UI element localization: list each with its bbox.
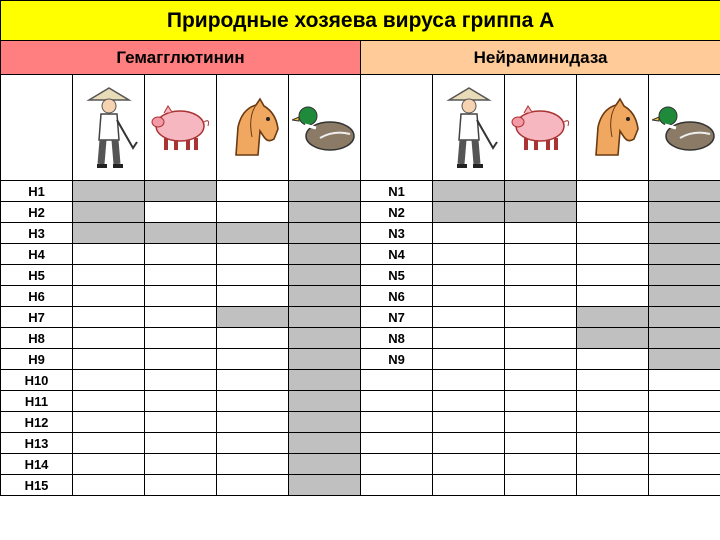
neuraminidase-pig-cell	[505, 412, 577, 433]
neuraminidase-duck-cell	[649, 328, 720, 349]
blank-cell	[1, 75, 73, 181]
hemagglutinin-pig-cell	[145, 454, 217, 475]
neuraminidase-human-cell	[433, 223, 505, 244]
hemagglutinin-subtype-label: H13	[1, 433, 73, 454]
neuraminidase-human-cell	[433, 475, 505, 496]
neuraminidase-subtype-label	[361, 391, 433, 412]
hemagglutinin-human-cell	[73, 412, 145, 433]
table-row	[1, 244, 720, 265]
hemagglutinin-duck-cell	[289, 265, 361, 286]
human-host-cell	[433, 75, 505, 181]
table-row	[1, 433, 720, 454]
table-row	[1, 181, 720, 202]
neuraminidase-horse-cell	[577, 328, 649, 349]
table-row	[1, 265, 720, 286]
hemagglutinin-human-cell	[73, 475, 145, 496]
human-icon	[73, 82, 144, 174]
hemagglutinin-horse-cell	[217, 265, 289, 286]
hemagglutinin-horse-cell	[217, 223, 289, 244]
neuraminidase-pig-cell	[505, 181, 577, 202]
horse-icon	[217, 97, 288, 159]
hemagglutinin-horse-cell	[217, 181, 289, 202]
table-row	[1, 223, 720, 244]
pig-icon	[145, 98, 216, 158]
host-pictures-row	[1, 75, 720, 181]
hemagglutinin-pig-cell	[145, 328, 217, 349]
neuraminidase-duck-cell	[649, 265, 720, 286]
neuraminidase-pig-cell	[505, 286, 577, 307]
human-host-cell	[73, 75, 145, 181]
table-row	[1, 475, 720, 496]
neuraminidase-human-cell	[433, 391, 505, 412]
neuraminidase-horse-cell	[577, 181, 649, 202]
table-row	[1, 412, 720, 433]
neuraminidase-pig-cell	[505, 454, 577, 475]
hemagglutinin-duck-cell	[289, 307, 361, 328]
neuraminidase-human-cell	[433, 286, 505, 307]
neuraminidase-duck-cell	[649, 223, 720, 244]
neuraminidase-human-cell	[433, 181, 505, 202]
horse-host-cell	[577, 75, 649, 181]
neuraminidase-horse-cell	[577, 454, 649, 475]
hemagglutinin-subtype-label: H11	[1, 391, 73, 412]
hemagglutinin-subtype-label: H14	[1, 454, 73, 475]
hemagglutinin-human-cell	[73, 370, 145, 391]
neuraminidase-subtype-label	[361, 433, 433, 454]
neuraminidase-subtype-label	[361, 475, 433, 496]
table-row	[1, 454, 720, 475]
pig-host-cell	[505, 75, 577, 181]
hemagglutinin-pig-cell	[145, 202, 217, 223]
hemagglutinin-human-cell	[73, 223, 145, 244]
duck-icon	[649, 100, 720, 156]
table-row	[1, 370, 720, 391]
hemagglutinin-pig-cell	[145, 475, 217, 496]
hemagglutinin-subtype-label: H4	[1, 244, 73, 265]
hemagglutinin-horse-cell	[217, 391, 289, 412]
neuraminidase-duck-cell	[649, 244, 720, 265]
hemagglutinin-duck-cell	[289, 433, 361, 454]
hemagglutinin-subtype-label: H1	[1, 181, 73, 202]
neuraminidase-pig-cell	[505, 202, 577, 223]
hemagglutinin-horse-cell	[217, 454, 289, 475]
neuraminidase-subtype-label: N2	[361, 202, 433, 223]
hemagglutinin-horse-cell	[217, 244, 289, 265]
hemagglutinin-subtype-label: H3	[1, 223, 73, 244]
hemagglutinin-human-cell	[73, 391, 145, 412]
neuraminidase-horse-cell	[577, 286, 649, 307]
neuraminidase-subtype-label: N3	[361, 223, 433, 244]
neuraminidase-duck-cell	[649, 202, 720, 223]
hemagglutinin-pig-cell	[145, 391, 217, 412]
neuraminidase-human-cell	[433, 328, 505, 349]
hemagglutinin-duck-cell	[289, 223, 361, 244]
hemagglutinin-duck-cell	[289, 202, 361, 223]
neuraminidase-horse-cell	[577, 202, 649, 223]
neuraminidase-horse-cell	[577, 391, 649, 412]
hemagglutinin-human-cell	[73, 286, 145, 307]
neuraminidase-horse-cell	[577, 475, 649, 496]
neuraminidase-duck-cell	[649, 475, 720, 496]
hemagglutinin-horse-cell	[217, 202, 289, 223]
hemagglutinin-duck-cell	[289, 349, 361, 370]
neuraminidase-pig-cell	[505, 433, 577, 454]
neuraminidase-subtype-label: N4	[361, 244, 433, 265]
hemagglutinin-pig-cell	[145, 265, 217, 286]
hemagglutinin-horse-cell	[217, 433, 289, 454]
neuraminidase-subtype-label: N6	[361, 286, 433, 307]
neuraminidase-duck-cell	[649, 454, 720, 475]
table-row	[1, 286, 720, 307]
table-row	[1, 391, 720, 412]
hemagglutinin-horse-cell	[217, 307, 289, 328]
neuraminidase-pig-cell	[505, 244, 577, 265]
neuraminidase-subtype-label: N7	[361, 307, 433, 328]
hemagglutinin-subtype-label: H12	[1, 412, 73, 433]
neuraminidase-duck-cell	[649, 412, 720, 433]
neuraminidase-duck-cell	[649, 181, 720, 202]
hemagglutinin-human-cell	[73, 307, 145, 328]
hemagglutinin-pig-cell	[145, 412, 217, 433]
neuraminidase-horse-cell	[577, 412, 649, 433]
table-row	[1, 328, 720, 349]
hemagglutinin-pig-cell	[145, 307, 217, 328]
blank-cell	[361, 75, 433, 181]
neuraminidase-subtype-label: N9	[361, 349, 433, 370]
neuraminidase-pig-cell	[505, 349, 577, 370]
hemagglutinin-horse-cell	[217, 412, 289, 433]
neuraminidase-pig-cell	[505, 328, 577, 349]
hemagglutinin-horse-cell	[217, 349, 289, 370]
hemagglutinin-duck-cell	[289, 391, 361, 412]
hemagglutinin-pig-cell	[145, 433, 217, 454]
hemagglutinin-pig-cell	[145, 286, 217, 307]
neuraminidase-subtype-label: N5	[361, 265, 433, 286]
human-icon	[433, 82, 504, 174]
neuraminidase-human-cell	[433, 412, 505, 433]
neuraminidase-human-cell	[433, 307, 505, 328]
hemagglutinin-duck-cell	[289, 475, 361, 496]
neuraminidase-duck-cell	[649, 307, 720, 328]
neuraminidase-pig-cell	[505, 475, 577, 496]
neuraminidase-horse-cell	[577, 349, 649, 370]
hemagglutinin-human-cell	[73, 328, 145, 349]
neuraminidase-horse-cell	[577, 433, 649, 454]
hemagglutinin-horse-cell	[217, 475, 289, 496]
neuraminidase-duck-cell	[649, 286, 720, 307]
duck-icon	[289, 100, 360, 156]
hemagglutinin-human-cell	[73, 265, 145, 286]
neuraminidase-subtype-label: N1	[361, 181, 433, 202]
neuraminidase-horse-cell	[577, 307, 649, 328]
neuraminidase-duck-cell	[649, 391, 720, 412]
hemagglutinin-duck-cell	[289, 370, 361, 391]
hemagglutinin-subtype-label: H8	[1, 328, 73, 349]
hemagglutinin-horse-cell	[217, 370, 289, 391]
page-title: Природные хозяева вируса гриппа А	[1, 1, 720, 41]
hemagglutinin-human-cell	[73, 433, 145, 454]
neuraminidase-human-cell	[433, 265, 505, 286]
hemagglutinin-pig-cell	[145, 370, 217, 391]
neuraminidase-horse-cell	[577, 265, 649, 286]
hemagglutinin-header: Гемагглютинин	[1, 41, 361, 75]
neuraminidase-human-cell	[433, 349, 505, 370]
horse-icon	[577, 97, 648, 159]
neuraminidase-duck-cell	[649, 349, 720, 370]
neuraminidase-pig-cell	[505, 223, 577, 244]
neuraminidase-human-cell	[433, 454, 505, 475]
hemagglutinin-subtype-label: H6	[1, 286, 73, 307]
neuraminidase-horse-cell	[577, 244, 649, 265]
hemagglutinin-subtype-label: H15	[1, 475, 73, 496]
neuraminidase-horse-cell	[577, 370, 649, 391]
neuraminidase-pig-cell	[505, 265, 577, 286]
hemagglutinin-horse-cell	[217, 286, 289, 307]
neuraminidase-human-cell	[433, 370, 505, 391]
neuraminidase-subtype-label	[361, 412, 433, 433]
hemagglutinin-human-cell	[73, 181, 145, 202]
hemagglutinin-duck-cell	[289, 181, 361, 202]
hemagglutinin-subtype-label: H9	[1, 349, 73, 370]
pig-icon	[505, 98, 576, 158]
horse-host-cell	[217, 75, 289, 181]
neuraminidase-header: Нейраминидаза	[361, 41, 720, 75]
pig-host-cell	[145, 75, 217, 181]
neuraminidase-pig-cell	[505, 307, 577, 328]
hemagglutinin-human-cell	[73, 202, 145, 223]
hemagglutinin-pig-cell	[145, 223, 217, 244]
duck-host-cell	[289, 75, 361, 181]
neuraminidase-human-cell	[433, 202, 505, 223]
table-row	[1, 202, 720, 223]
hemagglutinin-horse-cell	[217, 328, 289, 349]
neuraminidase-subtype-label	[361, 454, 433, 475]
hemagglutinin-pig-cell	[145, 181, 217, 202]
hemagglutinin-duck-cell	[289, 412, 361, 433]
hemagglutinin-pig-cell	[145, 244, 217, 265]
hemagglutinin-duck-cell	[289, 244, 361, 265]
hemagglutinin-pig-cell	[145, 349, 217, 370]
neuraminidase-human-cell	[433, 244, 505, 265]
neuraminidase-human-cell	[433, 433, 505, 454]
hemagglutinin-duck-cell	[289, 328, 361, 349]
hemagglutinin-duck-cell	[289, 286, 361, 307]
hemagglutinin-subtype-label: H10	[1, 370, 73, 391]
duck-host-cell	[649, 75, 720, 181]
neuraminidase-horse-cell	[577, 223, 649, 244]
neuraminidase-pig-cell	[505, 370, 577, 391]
neuraminidase-pig-cell	[505, 391, 577, 412]
neuraminidase-duck-cell	[649, 370, 720, 391]
hemagglutinin-human-cell	[73, 244, 145, 265]
table-row	[1, 349, 720, 370]
neuraminidase-subtype-label: N8	[361, 328, 433, 349]
table-row	[1, 307, 720, 328]
hemagglutinin-subtype-label: H7	[1, 307, 73, 328]
hemagglutinin-human-cell	[73, 349, 145, 370]
neuraminidase-subtype-label	[361, 370, 433, 391]
hemagglutinin-duck-cell	[289, 454, 361, 475]
neuraminidase-duck-cell	[649, 433, 720, 454]
hemagglutinin-subtype-label: H2	[1, 202, 73, 223]
hemagglutinin-human-cell	[73, 454, 145, 475]
hemagglutinin-subtype-label: H5	[1, 265, 73, 286]
